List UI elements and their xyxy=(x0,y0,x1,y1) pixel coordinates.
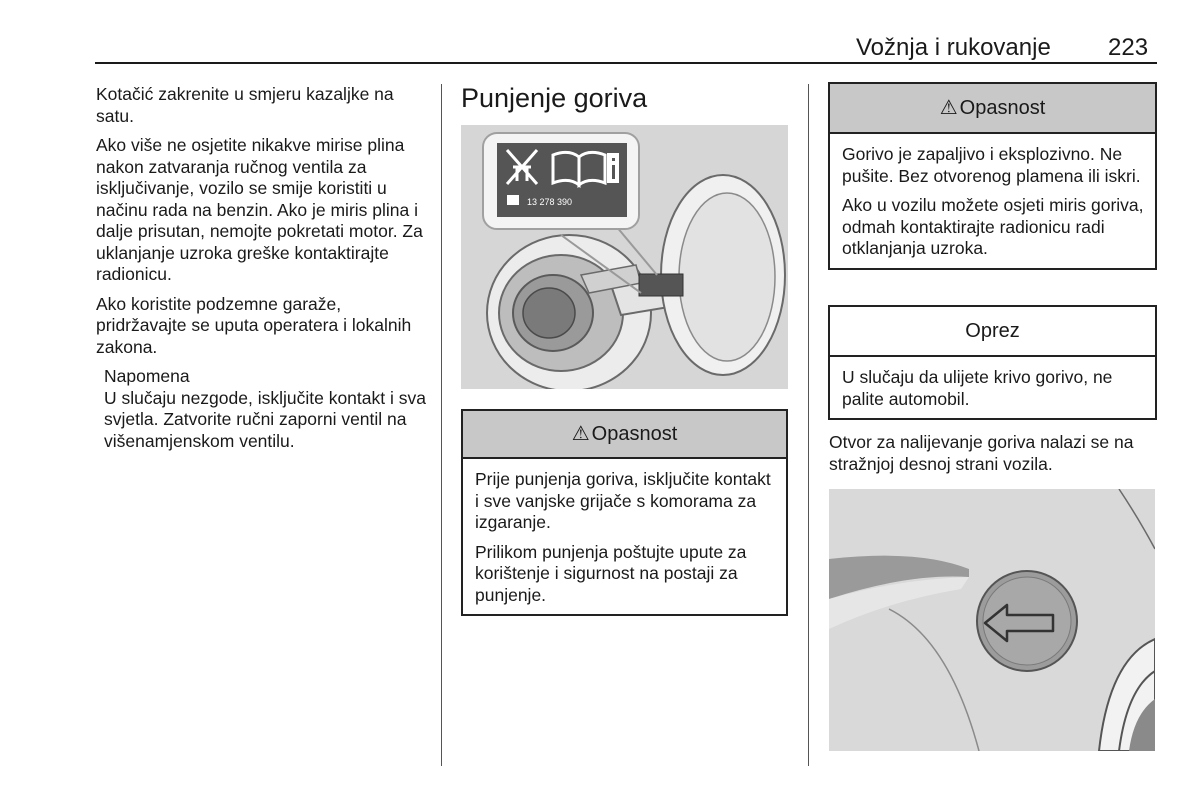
fuel-flap-drawing xyxy=(461,125,788,389)
danger-box-header xyxy=(830,84,1155,134)
header-rule xyxy=(95,62,1157,64)
danger-text: Gorivo je zapaljivo i eksplozivno. Ne pušite. Bez otvorenog plamena ili iskri. xyxy=(842,144,1141,186)
note-text: U slučaju nezgode, isključite kontakt i sva svjetla. Zatvorite ručni zaporni ventil na višenamjenskom ventilu. xyxy=(104,387,426,451)
running-header-title: Vožnja i rukovanje xyxy=(856,34,1051,61)
section-title: Punjenje goriva xyxy=(461,83,648,113)
caution-heading: Oprez xyxy=(965,320,1020,342)
column-divider-right xyxy=(808,84,809,766)
danger-box xyxy=(828,82,1157,270)
paragraph: Ako koristite podzemne garaže, pridržavajte se uputa operatera i lokalnih zakona. xyxy=(96,293,412,357)
fuel-filler-flap-illustration xyxy=(461,125,788,389)
warning-triangle-icon: ⚠ xyxy=(571,423,590,445)
danger-heading: Opasnost xyxy=(959,97,1046,119)
caution-box xyxy=(828,305,1157,420)
label-number: 13 278 390 xyxy=(527,197,573,207)
danger-text: Prilikom punjenja poštujte upute za korištenje i sigurnost na postaji za punjenje. xyxy=(475,541,747,605)
danger-heading: Opasnost xyxy=(591,423,678,445)
left-column xyxy=(96,84,428,452)
note-title: Napomena xyxy=(104,366,190,386)
danger-box xyxy=(461,409,788,616)
paragraph: Otvor za nalijevanje goriva nalazi se na stražnjoj desnoj strani vozila. xyxy=(829,432,1134,474)
danger-text: Prije punjenja goriva, isključite kontakt i sve vanjske grijače s komorama za izgaranje. xyxy=(475,469,771,532)
danger-box-body xyxy=(830,134,1155,268)
page-number: 223 xyxy=(1108,34,1149,61)
paragraph: Kotačić zakrenite u smjeru kazaljke na satu. xyxy=(96,84,394,126)
danger-box-body xyxy=(463,459,786,614)
danger-box-header xyxy=(463,411,786,459)
paragraph: Ako više ne osjetite nikakve mirise plina nakon zatvaranja ručnog ventila za isključivanje, vozilo se smije koristiti u načinu rada na benzin. Ako je miris plina i dalje prisutan, nemojte pokretati motor. Za uklanjanje uzroka greške kontaktirajte radionicu. xyxy=(96,135,423,284)
caution-box-body xyxy=(830,357,1155,418)
caution-text: U slučaju da ulijete krivo gorivo, ne palite automobil. xyxy=(842,367,1113,409)
caution-box-header xyxy=(830,307,1155,357)
car-rear-side-drawing xyxy=(829,489,1155,751)
fuel-filler-location-illustration xyxy=(829,489,1155,751)
warning-triangle-icon: ⚠ xyxy=(939,97,958,119)
danger-text: Ako u vozilu možete osjeti miris goriva, odmah kontaktirajte radionicu radi otklanjanja uzroka. xyxy=(842,195,1144,258)
column-divider-left xyxy=(441,84,442,766)
note-block xyxy=(104,366,428,452)
